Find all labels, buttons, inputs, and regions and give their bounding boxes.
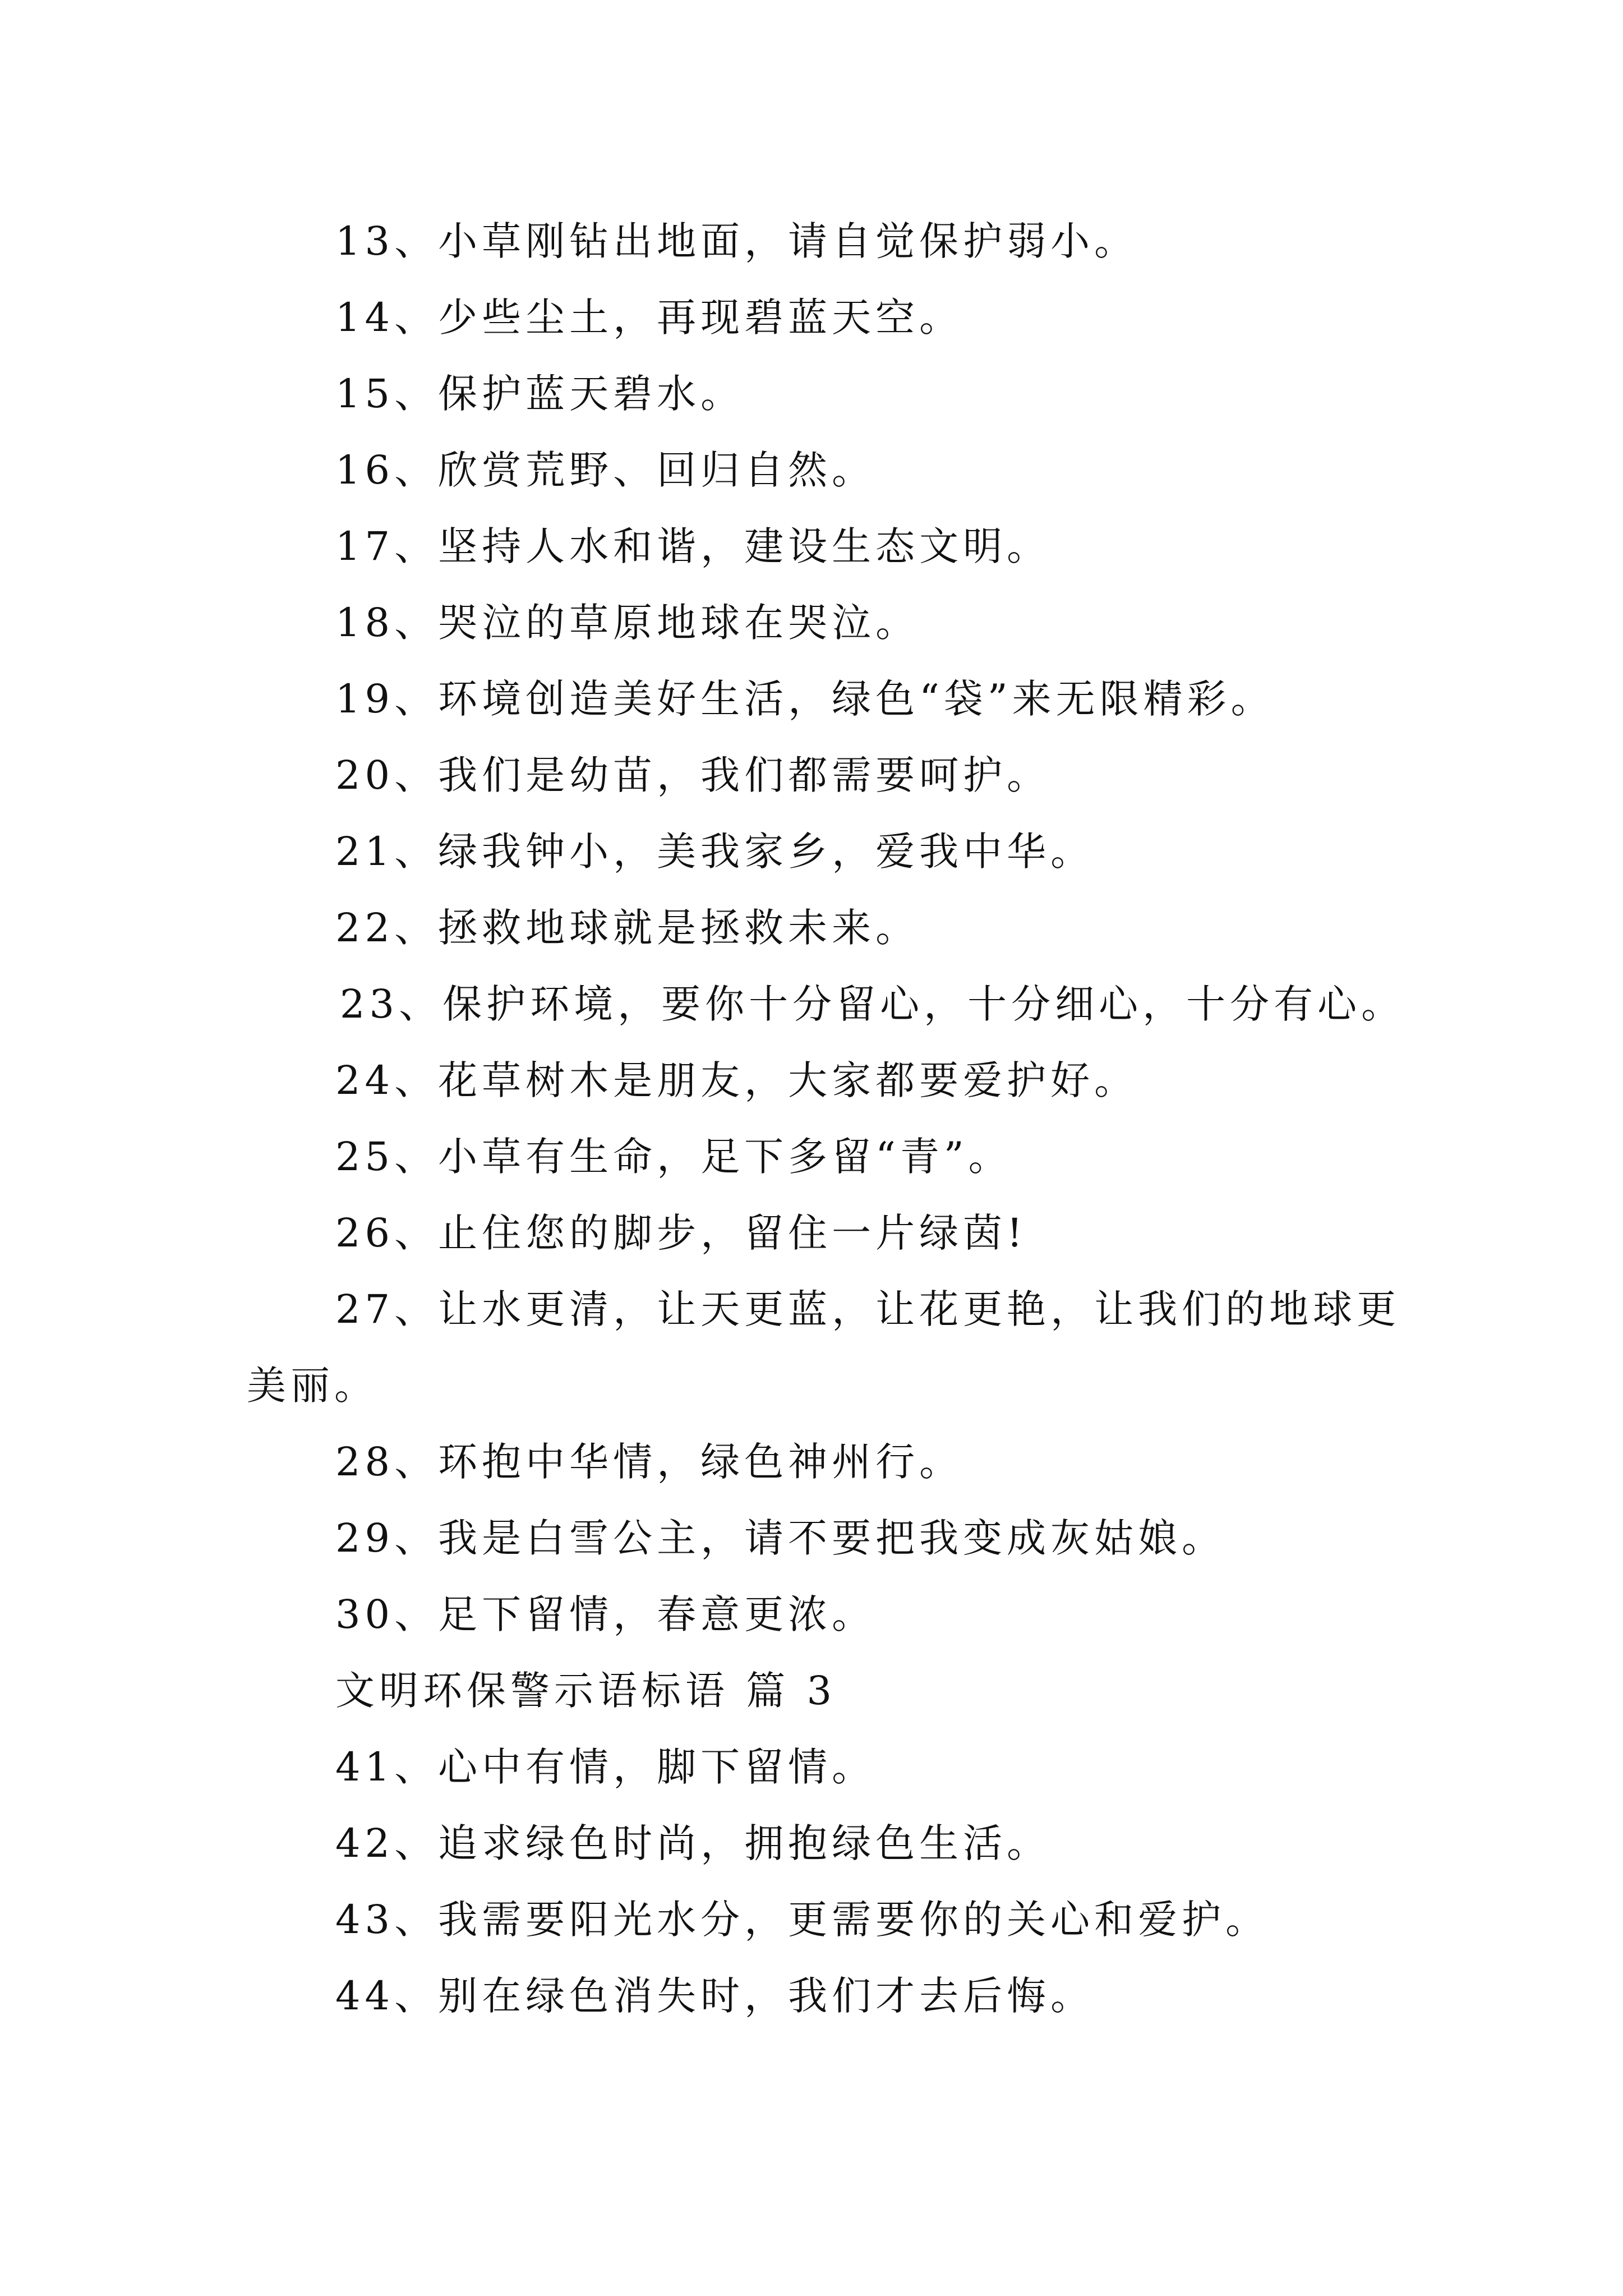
text-line: 19、环境创造美好生活，绿色“袋”来无限精彩。 (335, 676, 1275, 722)
text-line: 16、欣赏荒野、回归自然。 (335, 447, 876, 493)
text-line: 29、我是白雪公主，请不要把我变成灰姑娘。 (335, 1515, 1226, 1561)
section-heading: 文明环保警示语标语 篇 3 (335, 1668, 837, 1714)
text-line: 14、少些尘土，再现碧蓝天空。 (335, 295, 963, 341)
text-line: 15、保护蓝天碧水。 (335, 371, 745, 417)
text-line: 44、别在绿色消失时，我们才去后悔。 (335, 1973, 1095, 2019)
text-line: 17、坚持人水和谐，建设生态文明。 (335, 523, 1051, 569)
text-line: 28、环抱中华情，绿色神州行。 (335, 1439, 963, 1485)
text-line: 13、小草刚钻出地面，请自觉保护弱小。 (335, 218, 1138, 264)
text-line-continuation: 美丽。 (247, 1363, 378, 1409)
text-line: 23、保护环境，要你十分留心，十分细心，十分有心。 (340, 981, 1405, 1027)
text-line: 42、追求绿色时尚，拥抱绿色生活。 (335, 1820, 1051, 1866)
text-line: 20、我们是幼苗，我们都需要呵护。 (335, 752, 1051, 798)
text-line: 30、足下留情，春意更浓。 (335, 1591, 876, 1637)
text-line: 21、绿我钟小，美我家乡，爱我中华。 (335, 829, 1095, 875)
text-line: 41、心中有情，脚下留情。 (335, 1744, 876, 1790)
text-line: 27、让水更清，让天更蓝，让花更艳，让我们的地球更 (335, 1286, 1401, 1332)
text-line: 25、小草有生命，足下多留“青”。 (335, 1134, 1012, 1180)
text-line: 18、哭泣的草原地球在哭泣。 (335, 600, 920, 646)
text-line: 26、止住您的脚步，留住一片绿茵! (335, 1210, 1027, 1256)
text-line: 43、我需要阳光水分，更需要你的关心和爱护。 (335, 1897, 1270, 1943)
text-line: 22、拯救地球就是拯救未来。 (335, 905, 920, 951)
text-line: 24、花草树木是朋友，大家都要爱护好。 (335, 1057, 1138, 1103)
